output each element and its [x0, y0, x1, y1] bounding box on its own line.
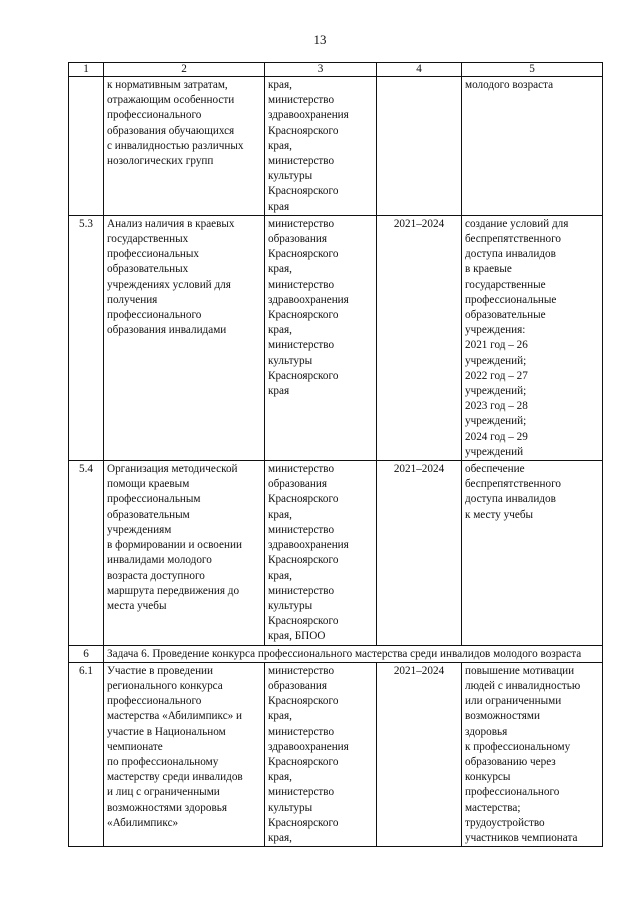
table-row: [69, 77, 603, 216]
result-line: возможностями: [465, 710, 540, 723]
result-line: образовательные: [465, 309, 546, 322]
task-row: [69, 645, 603, 662]
result-line: участников чемпионата: [465, 831, 578, 844]
activity-line: учреждениям: [107, 523, 172, 536]
executors-line: края: [268, 200, 290, 213]
executors-line: Красноярского: [268, 816, 339, 829]
executors-line: края,: [268, 79, 292, 91]
executors-line: министерство: [268, 786, 335, 799]
table-body: [69, 63, 603, 847]
activity-line: образовательных: [107, 263, 189, 276]
activity-line: чемпионате: [107, 740, 163, 753]
column-header: 2: [104, 63, 265, 77]
result-line: учреждения:: [465, 324, 526, 337]
activity-line: профессионального: [107, 695, 202, 708]
result-line: профессионального: [465, 786, 560, 799]
result-line: повышение мотивации: [465, 664, 575, 677]
executors-line: края,: [268, 324, 292, 337]
result-cell: [462, 77, 603, 216]
result-line: людей с инвалидностью: [465, 679, 581, 692]
executors-line: края,: [268, 831, 292, 844]
executors-line: Красноярского: [268, 185, 339, 198]
result-cell: [462, 215, 603, 460]
executors-line: здравоохранения: [268, 740, 349, 753]
result-cell: [462, 461, 603, 645]
executors-line: министерство: [268, 523, 335, 536]
result-line: к профессиональному: [465, 740, 571, 753]
executors-line: министерство: [268, 725, 335, 738]
activity-line: помощи краевым: [107, 478, 190, 491]
executors-line: образования: [268, 478, 328, 491]
activity-line: мастерства «Абилимпикс» и: [107, 710, 243, 723]
period-cell: 2021–2024: [377, 215, 462, 460]
activity-line: образования обучающихся: [107, 124, 235, 137]
activity-line: образования инвалидами: [107, 324, 227, 337]
column-header: 3: [265, 63, 377, 77]
measures-table: [68, 62, 603, 847]
activity-cell: [104, 77, 265, 216]
result-line: 2021 год – 26: [465, 339, 528, 352]
executors-line: края,: [268, 771, 292, 784]
result-line: мастерства;: [465, 801, 521, 814]
executors-line: Красноярского: [268, 554, 339, 567]
executors-line: образования: [268, 679, 328, 692]
activity-line: возможностями здоровья: [107, 801, 227, 814]
table-header-row: [69, 63, 603, 77]
period-cell: 2021–2024: [377, 662, 462, 846]
executors-line: Красноярского: [268, 248, 339, 261]
activity-line: образовательным: [107, 508, 190, 521]
activity-line: Анализ наличия в краевых: [107, 217, 235, 230]
executors-line: Красноярского: [268, 695, 339, 708]
row-number-cell: 6: [69, 645, 104, 662]
result-line: или ограниченными: [465, 695, 562, 708]
activity-line: профессионального: [107, 309, 202, 322]
result-line: учреждений;: [465, 385, 527, 398]
row-number-cell: [69, 77, 104, 216]
result-line: учреждений;: [465, 415, 527, 428]
row-number-cell: 5.3: [69, 215, 104, 460]
activity-line: инвалидами молодого: [107, 554, 212, 567]
column-header: 5: [462, 63, 603, 77]
executors-line: министерство: [268, 339, 335, 352]
executors-line: края, БПОО: [268, 630, 326, 643]
activity-line: маршрута передвижения до: [107, 584, 240, 597]
row-number-cell: 6.1: [69, 662, 104, 846]
executors-line: края,: [268, 710, 292, 723]
executors-line: министерство: [268, 664, 335, 677]
result-line: конкурсы: [465, 771, 511, 784]
executors-line: министерство: [268, 463, 335, 476]
executors-line: Красноярского: [268, 124, 339, 137]
executors-line: края,: [268, 508, 292, 521]
executors-line: края,: [268, 263, 292, 276]
result-line: доступа инвалидов: [465, 248, 556, 261]
executors-line: края,: [268, 139, 292, 152]
executors-cell: [265, 461, 377, 645]
result-line: беспрепятственного: [465, 233, 561, 246]
activity-line: «Абилимпикс»: [107, 816, 179, 829]
result-line: учреждений: [465, 445, 524, 458]
activity-line: нозологических групп: [107, 155, 214, 168]
executors-cell: [265, 77, 377, 216]
activity-line: места учебы: [107, 599, 167, 612]
activity-line: возраста доступного: [107, 569, 205, 582]
activity-line: государственных: [107, 233, 189, 246]
activity-line: Участие в проведении: [107, 664, 214, 677]
table-row: [69, 215, 603, 460]
column-header: 1: [69, 63, 104, 77]
executors-line: министерство: [268, 217, 335, 230]
activity-line: профессионального: [107, 109, 202, 122]
activity-cell: [104, 461, 265, 645]
activity-cell: [104, 662, 265, 846]
result-line: учреждений;: [465, 354, 527, 367]
executors-line: Красноярского: [268, 615, 339, 628]
activity-line: и лиц с ограниченными: [107, 786, 220, 799]
result-line: молодого возраста: [465, 79, 554, 91]
result-cell: [462, 662, 603, 846]
page-number: 13: [313, 32, 327, 47]
executors-line: образования: [268, 233, 328, 246]
executors-line: министерство: [268, 155, 335, 168]
result-line: беспрепятственного: [465, 478, 561, 491]
period-cell: [377, 77, 462, 216]
executors-line: здравоохранения: [268, 293, 349, 306]
result-line: трудоустройство: [465, 816, 545, 829]
result-line: к месту учебы: [465, 508, 534, 521]
table-row: [69, 461, 603, 645]
result-line: профессиональные: [465, 293, 557, 306]
result-line: 2023 год – 28: [465, 400, 528, 413]
result-line: государственные: [465, 278, 546, 291]
table-row: [69, 662, 603, 846]
activity-line: с инвалидностью различных: [107, 139, 244, 152]
executors-line: культуры: [268, 170, 313, 183]
executors-line: культуры: [268, 599, 313, 612]
activity-line: к нормативным затратам,: [107, 79, 228, 91]
activity-line: отражающим особенности: [107, 94, 235, 107]
executors-line: Красноярского: [268, 369, 339, 382]
result-line: здоровья: [465, 725, 508, 738]
activity-line: участие в Национальном: [107, 725, 226, 738]
result-line: образованию через: [465, 755, 556, 768]
result-line: обеспечение: [465, 463, 525, 476]
executors-cell: [265, 215, 377, 460]
activity-line: регионального конкурса: [107, 679, 223, 692]
executors-line: здравоохранения: [268, 109, 349, 122]
result-line: в краевые: [465, 263, 512, 276]
executors-line: Красноярского: [268, 493, 339, 506]
result-line: 2024 год – 29: [465, 430, 528, 443]
result-line: создание условий для: [465, 217, 569, 230]
activity-line: получения: [107, 293, 158, 306]
executors-line: культуры: [268, 801, 313, 814]
activity-line: по профессиональному: [107, 755, 219, 768]
period-cell: 2021–2024: [377, 461, 462, 645]
activity-line: профессиональным: [107, 493, 201, 506]
activity-line: профессиональных: [107, 248, 200, 261]
executors-cell: [265, 662, 377, 846]
task-title-cell: Задача 6. Проведение конкурса профессионального мастерства среди инвалидов молодого возраста: [104, 645, 603, 662]
row-number-cell: 5.4: [69, 461, 104, 645]
activity-line: Организация методической: [107, 463, 238, 476]
executors-line: министерство: [268, 94, 335, 107]
column-header: 4: [377, 63, 462, 77]
result-line: доступа инвалидов: [465, 493, 556, 506]
activity-line: мастерству среди инвалидов: [107, 771, 243, 784]
executors-line: Красноярского: [268, 755, 339, 768]
executors-line: министерство: [268, 278, 335, 291]
activity-line: в формировании и освоении: [107, 539, 242, 552]
executors-line: края,: [268, 569, 292, 582]
activity-cell: [104, 215, 265, 460]
executors-line: министерство: [268, 584, 335, 597]
executors-line: края: [268, 385, 290, 398]
executors-line: культуры: [268, 354, 313, 367]
executors-line: здравоохранения: [268, 539, 349, 552]
activity-line: учреждениях условий для: [107, 278, 231, 291]
executors-line: Красноярского: [268, 309, 339, 322]
result-line: 2022 год – 27: [465, 369, 528, 382]
